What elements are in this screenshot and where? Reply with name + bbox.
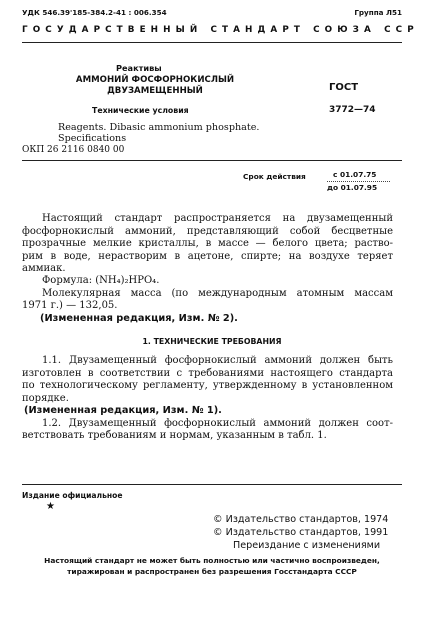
reproduction-notice [22, 555, 402, 577]
english-title-line-1: Reagents. Dibasic ammonium phosphate. [58, 122, 260, 133]
copyright-1974: © Издательство стандартов, 1974 [213, 514, 389, 525]
intro-paragraph [22, 213, 393, 263]
intro-line-3: прозрачные мелкие кристаллы, в массе — белого цвета; раство- [22, 238, 393, 249]
category-label: Реактивы [116, 63, 162, 73]
block-divider [22, 160, 402, 161]
clause-1-2-line-1: 1.2. Двузамещенный фосфорнокислый аммоний должен соот- [42, 418, 393, 429]
copyright-1991: © Издательство стандартов, 1991 [213, 527, 389, 538]
reproduction-notice-line-2: тиражирован и распространен без разрешения Госстандарта СССР [67, 567, 357, 576]
intro-line-5: аммиак. [22, 263, 66, 274]
conditions-label: Технические условия [92, 106, 189, 115]
document-title: ГОСУДАРСТВЕННЫЙ СТАНДАРТ СОЮЗА ССР [22, 25, 419, 35]
molecular-mass-line-2: 1971 г.) — 132,05. [22, 300, 118, 311]
revision-note-1: (Измененная редакция, Изм. № 1). [24, 405, 222, 416]
clause-1-1 [22, 355, 393, 393]
intro-line-4: рим в воде, нерастворим в ацетоне, спирте; на воздухе теряет [22, 250, 393, 262]
validity-dotted-line [327, 181, 390, 182]
okp-code: ОКП 26 2116 0840 00 [22, 145, 125, 155]
udk-code: УДК 546.39'185-384.2-41 : 006.354 [22, 8, 167, 17]
standard-name-line-1: АММОНИЙ ФОСФОРНОКИСЛЫЙ [75, 75, 235, 85]
clause-1-1-line-2: изготовлен в соответствии с требованиями настоящего стандарта [22, 367, 393, 379]
intro-line-2: фосфорнокислый аммоний, представляющий собой бесцветные [22, 225, 393, 237]
clause-1-1-line-3: по технологическому регламенту, утвержденному в установленном [22, 380, 393, 391]
star-icon: ★ [46, 501, 55, 512]
validity-label: Срок действия [243, 172, 306, 181]
group-code: Группа Л51 [354, 8, 402, 17]
reprint-note: Переиздание с изменениями [233, 540, 381, 551]
english-title [58, 122, 259, 144]
formula: Формула: (NH₄)₂HPO₄. [42, 275, 160, 286]
header-line [22, 8, 402, 20]
footer-divider [22, 484, 402, 485]
clause-1-1-line-4: порядке. [22, 393, 69, 404]
clause-1-2 [22, 418, 393, 431]
molecular-mass-line-1: Молекулярная масса (по международным атомным массам [42, 288, 393, 299]
intro-line-1: Настоящий стандарт распространяется на двузамещенный [42, 213, 393, 224]
gost-label: ГОСТ [329, 82, 359, 93]
standard-name-line-2: ДВУЗАМЕЩЕННЫЙ [107, 86, 203, 96]
validity-to: до 01.07.95 [327, 183, 378, 192]
section-1-heading: 1. ТЕХНИЧЕСКИЕ ТРЕБОВАНИЯ [142, 337, 282, 346]
validity-from: с 01.07.75 [333, 170, 377, 179]
revision-note-2: (Измененная редакция, Изм. № 2). [40, 313, 238, 324]
title-divider [22, 42, 402, 43]
clause-1-1-line-1: 1.1. Двузамещенный фосфорнокислый аммоний должен быть [42, 355, 393, 366]
gost-number: 3772—74 [329, 105, 376, 115]
english-title-line-2: Specifications [58, 133, 127, 144]
official-edition-label: Издание официальное [22, 491, 123, 500]
reproduction-notice-line-1: Настоящий стандарт не может быть полностью или частично воспроизведен, [44, 556, 380, 565]
clause-1-2-line-2: ветствовать требованиям и нормам, указанным в табл. 1. [22, 430, 327, 441]
standard-name [70, 75, 240, 97]
